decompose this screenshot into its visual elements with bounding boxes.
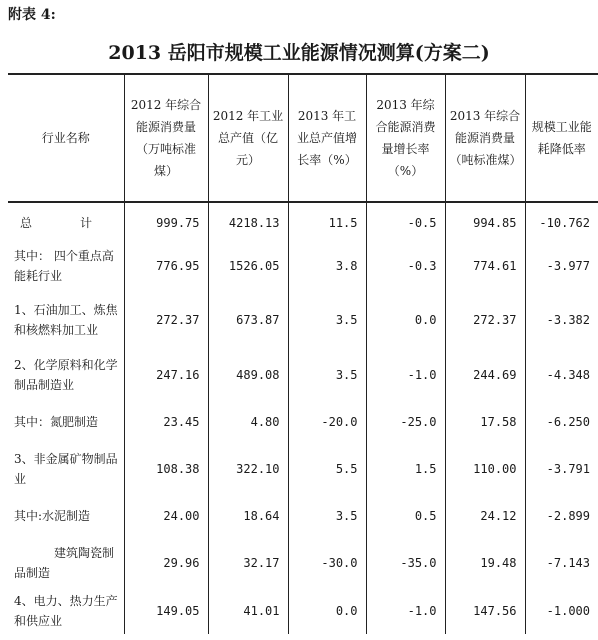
header-energy-reduction-rate: 规模工业能耗降低率 <box>525 74 598 202</box>
cell-value: 774.61 <box>445 242 525 289</box>
cell-value: 17.58 <box>445 398 525 445</box>
cell-value: 19.48 <box>445 539 525 587</box>
header-2013-energy-consumption: 2013 年综合能源消费量（吨标准煤） <box>445 74 525 202</box>
table-row <box>8 242 598 289</box>
table-row <box>8 351 598 398</box>
cell-value: 0.5 <box>366 492 445 539</box>
cell-value: -0.3 <box>366 242 445 289</box>
row-name: 其中:水泥制造 <box>8 492 124 539</box>
cell-value: -25.0 <box>366 398 445 445</box>
cell-value: 24.00 <box>124 492 208 539</box>
cell-value: 489.08 <box>208 351 288 398</box>
cell-value: 0.0 <box>288 587 366 634</box>
cell-value: -1.000 <box>525 587 598 634</box>
cell-value: -6.250 <box>525 398 598 445</box>
cell-value: 32.17 <box>208 539 288 587</box>
cell-value: 272.37 <box>445 289 525 351</box>
cell-value: 3.5 <box>288 351 366 398</box>
cell-value: 673.87 <box>208 289 288 351</box>
table-row <box>8 398 598 445</box>
table-row <box>8 587 598 634</box>
cell-value: 41.01 <box>208 587 288 634</box>
cell-value: -3.382 <box>525 289 598 351</box>
cell-value: 149.05 <box>124 587 208 634</box>
row-name: 3、非金属矿物制品业 <box>8 445 124 492</box>
cell-value: 999.75 <box>124 202 208 242</box>
row-name: 1、石油加工、炼焦和核燃料加工业 <box>8 289 124 351</box>
cell-value: -7.143 <box>525 539 598 587</box>
cell-value: -35.0 <box>366 539 445 587</box>
cell-value: 244.69 <box>445 351 525 398</box>
header-2013-output-growth: 2013 年工业总产值增长率（%） <box>288 74 366 202</box>
table-row <box>8 202 598 242</box>
cell-value: -1.0 <box>366 351 445 398</box>
cell-value: 994.85 <box>445 202 525 242</box>
row-name <box>8 539 124 587</box>
cell-value: 18.64 <box>208 492 288 539</box>
table-row <box>8 289 598 351</box>
cell-value: -10.762 <box>525 202 598 242</box>
row-name: 4、电力、热力生产和供应业 <box>8 587 124 634</box>
row-name: 其中：氮肥制造 <box>8 398 124 445</box>
attachment-label: 附表 4: <box>8 7 56 23</box>
cell-value: -1.0 <box>366 587 445 634</box>
cell-value: 23.45 <box>124 398 208 445</box>
cell-value: -4.348 <box>525 351 598 398</box>
total-label-2: 计 <box>79 215 92 230</box>
energy-table <box>8 73 598 634</box>
cell-value: -0.5 <box>366 202 445 242</box>
header-2012-energy-consumption: 2012 年综合能源消费量（万吨标准煤） <box>124 74 208 202</box>
cell-value: 776.95 <box>124 242 208 289</box>
cell-value: 322.10 <box>208 445 288 492</box>
table-row <box>8 492 598 539</box>
total-label-1: 总 <box>20 215 33 230</box>
cell-value: 11.5 <box>288 202 366 242</box>
table-row <box>8 539 598 587</box>
cell-value: 272.37 <box>124 289 208 351</box>
header-row <box>8 74 598 202</box>
cell-value: 29.96 <box>124 539 208 587</box>
cell-value: -2.899 <box>525 492 598 539</box>
cell-value: 3.8 <box>288 242 366 289</box>
cell-value: 110.00 <box>445 445 525 492</box>
cell-value: -3.791 <box>525 445 598 492</box>
cell-value: 1.5 <box>366 445 445 492</box>
header-2012-output-value: 2012 年工业总产值（亿元） <box>208 74 288 202</box>
table-title: 2013 岳阳市规模工业能源情况测算(方案二) <box>108 42 490 64</box>
table-row <box>8 445 598 492</box>
header-2013-energy-growth: 2013 年综合能源消费量增长率（%） <box>366 74 445 202</box>
row-name-text: 建筑陶瓷制品制造 <box>14 546 115 580</box>
cell-value: 3.5 <box>288 492 366 539</box>
cell-value: 4.80 <box>208 398 288 445</box>
cell-value: 3.5 <box>288 289 366 351</box>
cell-value: 1526.05 <box>208 242 288 289</box>
header-industry-name: 行业名称 <box>8 74 124 202</box>
cell-value: 247.16 <box>124 351 208 398</box>
row-name-total <box>8 202 124 242</box>
cell-value: -30.0 <box>288 539 366 587</box>
cell-value: 0.0 <box>366 289 445 351</box>
cell-value: 147.56 <box>445 587 525 634</box>
row-name: 其中： 四个重点高能耗行业 <box>8 242 124 289</box>
cell-value: 24.12 <box>445 492 525 539</box>
cell-value: -3.977 <box>525 242 598 289</box>
cell-value: 108.38 <box>124 445 208 492</box>
row-name: 2、化学原料和化学制品制造业 <box>8 351 124 398</box>
cell-value: -20.0 <box>288 398 366 445</box>
cell-value: 5.5 <box>288 445 366 492</box>
cell-value: 4218.13 <box>208 202 288 242</box>
